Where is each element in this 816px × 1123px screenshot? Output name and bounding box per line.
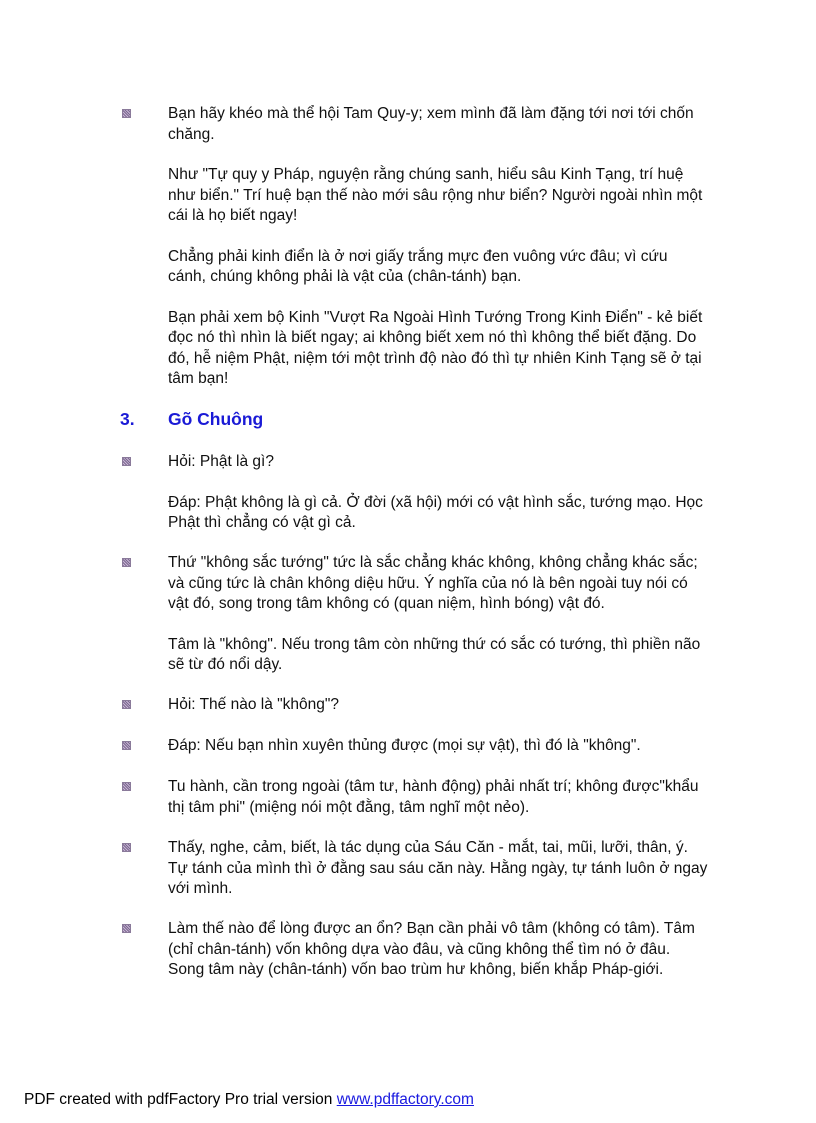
bullet-icon [122, 843, 131, 852]
paragraph: Đáp: Nếu bạn nhìn xuyên thủng được (mọi sự vật), thì đó là "không". [168, 737, 641, 754]
section-number: 3. [120, 409, 135, 429]
section-title: Gõ Chuông [168, 409, 264, 429]
bullet-icon [122, 782, 131, 791]
paragraph: Hỏi: Thế nào là "không"? [168, 696, 339, 713]
list-item [168, 104, 708, 390]
bullet-icon [122, 558, 131, 567]
list-item [168, 736, 708, 757]
bullet-icon [122, 109, 131, 118]
paragraph: Tâm là "không". Nếu trong tâm còn những thứ có sắc có tướng, thì phiền não sẽ từ đó nổi dậy. [168, 635, 701, 673]
paragraph: Chẳng phải kinh điển là ở nơi giấy trắng mực đen vuông vức đâu; vì cứu cánh, chúng không phải là vật của (chân-tánh) bạn. [168, 247, 668, 285]
bullet-icon [122, 457, 131, 466]
bullet-icon [122, 741, 131, 750]
paragraph: Tu hành, cần trong ngoài (tâm tư, hành động) phải nhất trí; không được"khẩu thị tâm phi" (miệng nói một đằng, tâm nghĩ một nẻo). [168, 778, 699, 816]
footer-link[interactable]: www.pdffactory.com [336, 1091, 474, 1108]
paragraph: Thấy, nghe, cảm, biết, là tác dụng của Sáu Căn - mắt, tai, mũi, lưỡi, thân, ý. Tự tánh của mình thì ở đằng sau sáu căn này. Hằng ngày, tự tánh luôn ở ngay với mình. [168, 839, 708, 897]
paragraph: Làm thế nào để lòng được an ổn? Bạn cần phải vô tâm (không có tâm). Tâm (chỉ chân-tánh) vốn không dựa vào đâu, và cũng không thể tìm nó ở đâu. Song tâm này (chân-tánh) vốn bao trùm hư không, biến khắp Pháp-giới. [168, 920, 695, 978]
paragraph: Bạn phải xem bộ Kinh "Vượt Ra Ngoài Hình Tướng Trong Kinh Điển" - kẻ biết đọc nó thì nhìn là biết ngay; ai không biết xem nó thì không thể biết đặng. Do đó, hễ niệm Phật, niệm tới một trình độ nào đó thì tự nhiên Kinh Tạng sẽ ở tại tâm bạn! [168, 308, 703, 387]
bullet-icon [122, 700, 131, 709]
paragraph: Hỏi: Phật là gì? [168, 453, 274, 470]
list-item [168, 553, 708, 676]
list-item [168, 452, 708, 534]
paragraph: Đáp: Phật không là gì cả. Ở đời (xã hội) mới có vật hình sắc, tướng mạo. Học Phật thì chẳng có vật gì cả. [168, 493, 703, 531]
list-item [168, 777, 708, 818]
footer-text: PDF created with pdfFactory Pro trial version [24, 1091, 337, 1108]
paragraph: Như "Tự quy y Pháp, nguyện rằng chúng sanh, hiểu sâu Kinh Tạng, trí huệ như biển." Trí huệ bạn thế nào mới sâu rộng như biển? Người ngoài nhìn một cái là họ biết ngay! [168, 166, 703, 224]
bullet-icon [122, 924, 131, 933]
list-item [168, 919, 708, 981]
list-item [168, 695, 708, 716]
paragraph: Bạn hãy khéo mà thể hội Tam Quy-y; xem mình đã làm đặng tới nơi tới chốn chăng. [168, 105, 694, 143]
paragraph: Thứ "không sắc tướng" tức là sắc chẳng khác không, không chẳng khác sắc; và cũng tức là chân không diệu hữu. Ý nghĩa của nó là bên ngoài tuy nói có vật đó, song trong tâm không có (quan niệm, hình bóng) vật đó. [168, 554, 698, 612]
list-item [168, 838, 708, 900]
pdf-footer [24, 1091, 474, 1109]
